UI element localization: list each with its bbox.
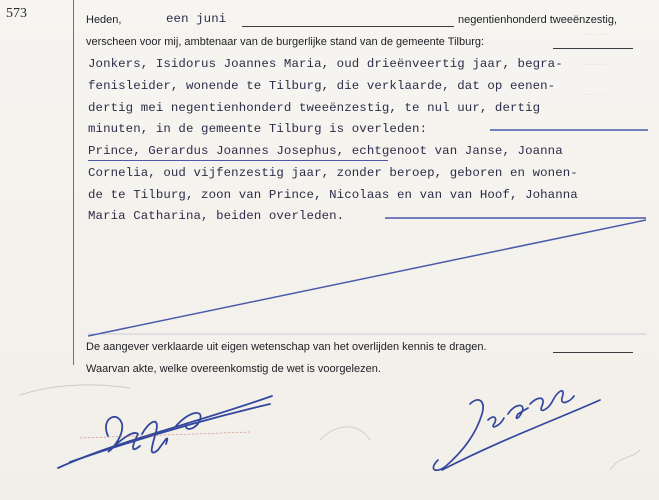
- appearance-statement: verscheen voor mij, ambtenaar van de burgerlijke stand van de gemeente Tilburg:: [86, 36, 485, 48]
- body-line: Cornelia, oud vijfenzestig jaar, zonder beroep, geboren en wonen-: [88, 166, 578, 180]
- pencil-mark-icon: [610, 450, 640, 470]
- date-typed: een juni: [166, 12, 227, 26]
- body-line: dertig mei negentienhonderd tweeënzestig, te nul uur, dertig: [88, 101, 541, 115]
- body-line: Jonkers, Isidorus Joannes Maria, oud drieënveertig jaar, begra-: [88, 57, 563, 71]
- bleed-through-text: ··· ····: [585, 90, 606, 99]
- heden-label: Heden,: [86, 14, 122, 26]
- year-printed: negentienhonderd tweeënzestig,: [458, 14, 618, 26]
- deceased-name-line: Prince, Gerardus Joannes Josephus, echtgenoot van Janse, Joanna: [88, 144, 563, 158]
- signature-right-icon: [433, 391, 600, 471]
- declaration-line: De aangever verklaarde uit eigen wetenschap van het overlijden kennis te dragen.: [86, 341, 487, 353]
- body-line: fenisleider, wonende te Tilburg, die verklaarde, dat op eenen-: [88, 79, 556, 93]
- closing-line: Waarvan akte, welke overeenkomstig de wet is voorgelezen.: [86, 363, 381, 375]
- page-number: 573: [6, 6, 27, 21]
- pencil-mark-icon: [20, 385, 130, 395]
- diagonal-strike-icon: [88, 220, 646, 336]
- bleed-through-text: ········: [585, 60, 607, 69]
- signature-left-icon: [58, 396, 272, 468]
- body-line: Maria Catharina, beiden overleden.: [88, 209, 345, 223]
- body-line: de te Tilburg, zoon van Prince, Nicolaas en van van Hoof, Johanna: [88, 188, 578, 202]
- pencil-mark-icon: [320, 427, 370, 440]
- body-line: minuten, in de gemeente Tilburg is overleden:: [88, 122, 428, 136]
- bleed-through-text: ··· ·····: [585, 30, 609, 39]
